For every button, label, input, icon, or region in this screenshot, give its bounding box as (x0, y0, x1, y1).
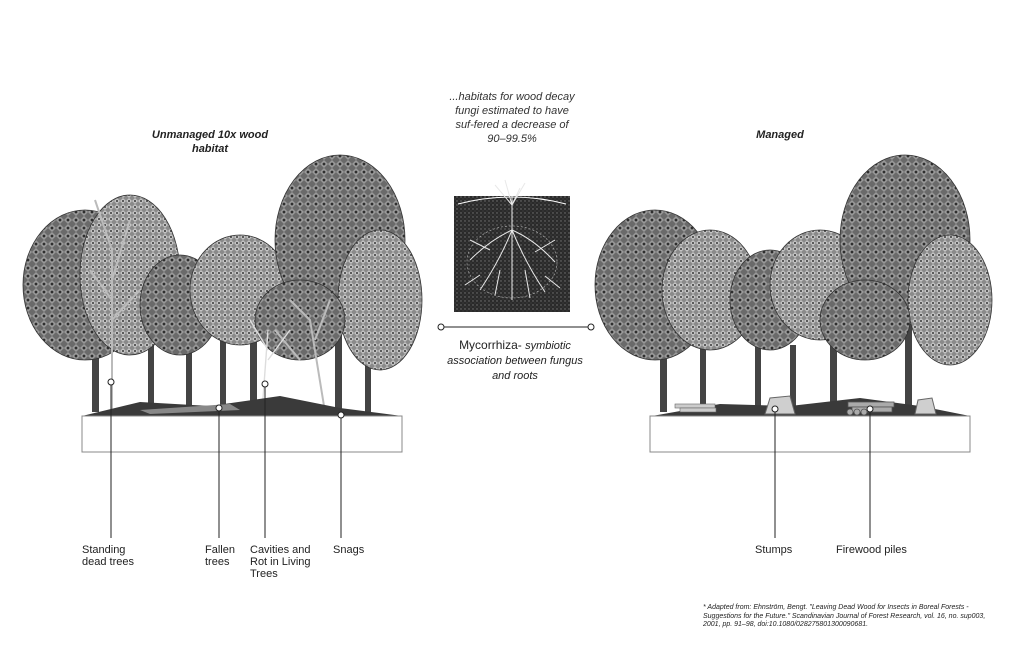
label-firewood-piles: Firewood piles (836, 544, 907, 556)
mycorrhiza-connector (438, 324, 594, 330)
managed-title: Managed (756, 129, 804, 141)
label-standing-dead-trees: Standing dead trees (82, 544, 134, 568)
unmanaged-forest-drawing (23, 155, 422, 452)
unmanaged-title: Unmanaged 10x wood habitat (151, 129, 269, 155)
source-footnote: * Adapted from: Ehnström, Bengt. "Leaving Dead Wood for Insects in Boreal Forests - Suggestions for the Future." Scandinavian Journal of Forest Research, vol. 16, no. sup003, 2001, pp. 91–98, doi:10.1080/028275801300090681. (703, 604, 986, 628)
habitat-decrease-note: ...habitats for wood decay fungi estimated to have suf-fered a decrease of 90–99.5% (449, 91, 575, 145)
mycorrhiza-term: Mycorrhiza- (459, 338, 522, 352)
managed-forest-drawing (595, 155, 992, 452)
label-cavities-rot: Cavities and Rot in Living Trees (250, 544, 311, 580)
mycorrhiza-definition: symbiotic association between fungus and roots (447, 340, 583, 382)
mycorrhiza-root-image (454, 180, 570, 312)
label-snags: Snags (333, 544, 365, 556)
label-fallen-trees: Fallen trees (205, 544, 235, 568)
mycorrhiza-caption (440, 338, 590, 383)
label-stumps: Stumps (755, 544, 793, 556)
